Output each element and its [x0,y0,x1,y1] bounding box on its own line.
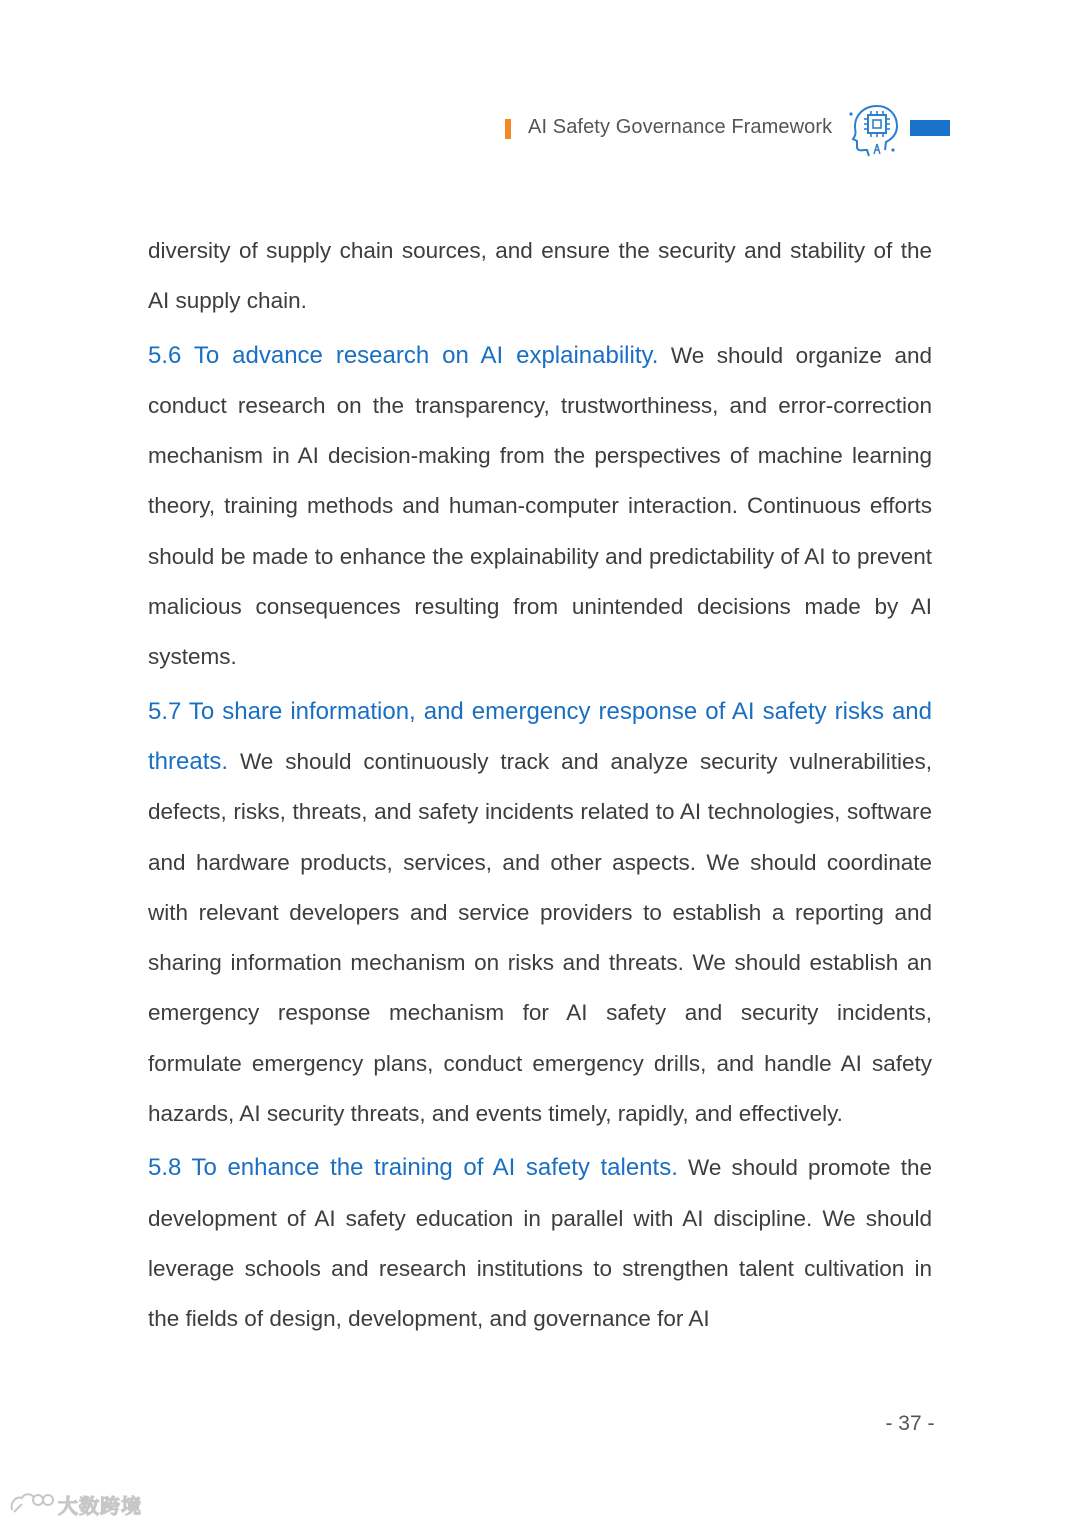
paragraph-5-7 [148,687,932,1140]
paragraph-body: We should organize and conduct research on the transparency, trustworthiness, and error-correction mechanism in AI decision-making from the perspectives of machine learning theory, training methods and human-computer interaction. Continuous efforts should be made to enhance the explainability and predictability of AI to prevent malicious consequences resulting from unintended decisions made by AI systems. [148,342,933,670]
section-heading-5-6: 5.6 To advance research on AI explainability. [148,341,659,369]
ai-head-chip-icon [847,100,899,158]
paragraph-body: diversity of supply chain sources, and ensure the security and stability of the AI supply chain. [148,238,932,314]
section-heading-5-7: 5.7 To share information, and emergency response of AI safety risks and threats. [148,697,932,775]
page-body [148,226,932,1345]
page-number: - 37 - [885,1412,935,1435]
paragraph-body: We should continuously track and analyze security vulnerabilities, defects, risks, threats, and safety incidents related to AI technologies, software and hardware products, services, and other aspects. We should coordinate with relevant developers and service providers to establish a reporting and sharing information mechanism on risks and threats. We should establish an emergency response mechanism for AI safety and security incidents, formulate emergency plans, conduct emergency drills, and handle AI safety hazards, AI security threats, and events timely, rapidly, and effectively. [148,748,932,1127]
paragraph-supply-chain [148,226,932,327]
section-heading-5-8: 5.8 To enhance the training of AI safety talents. [148,1154,678,1182]
paragraph-body: We should promote the development of AI safety education in parallel with AI discipline. We should leverage schools and research institutions to strengthen talent cultivation in the fields of design, development, and governance for AI [148,1155,932,1332]
header-accent-bar [505,119,511,139]
watermark-logo-icon [8,1490,54,1518]
watermark [8,1488,142,1520]
paragraph-5-6 [148,331,932,683]
watermark-text: 大数跨境 [58,1493,142,1518]
header-brand-block [910,120,950,136]
header-title: AI Safety Governance Framework [528,116,833,138]
paragraph-5-8 [148,1143,932,1344]
page-header [505,100,955,160]
